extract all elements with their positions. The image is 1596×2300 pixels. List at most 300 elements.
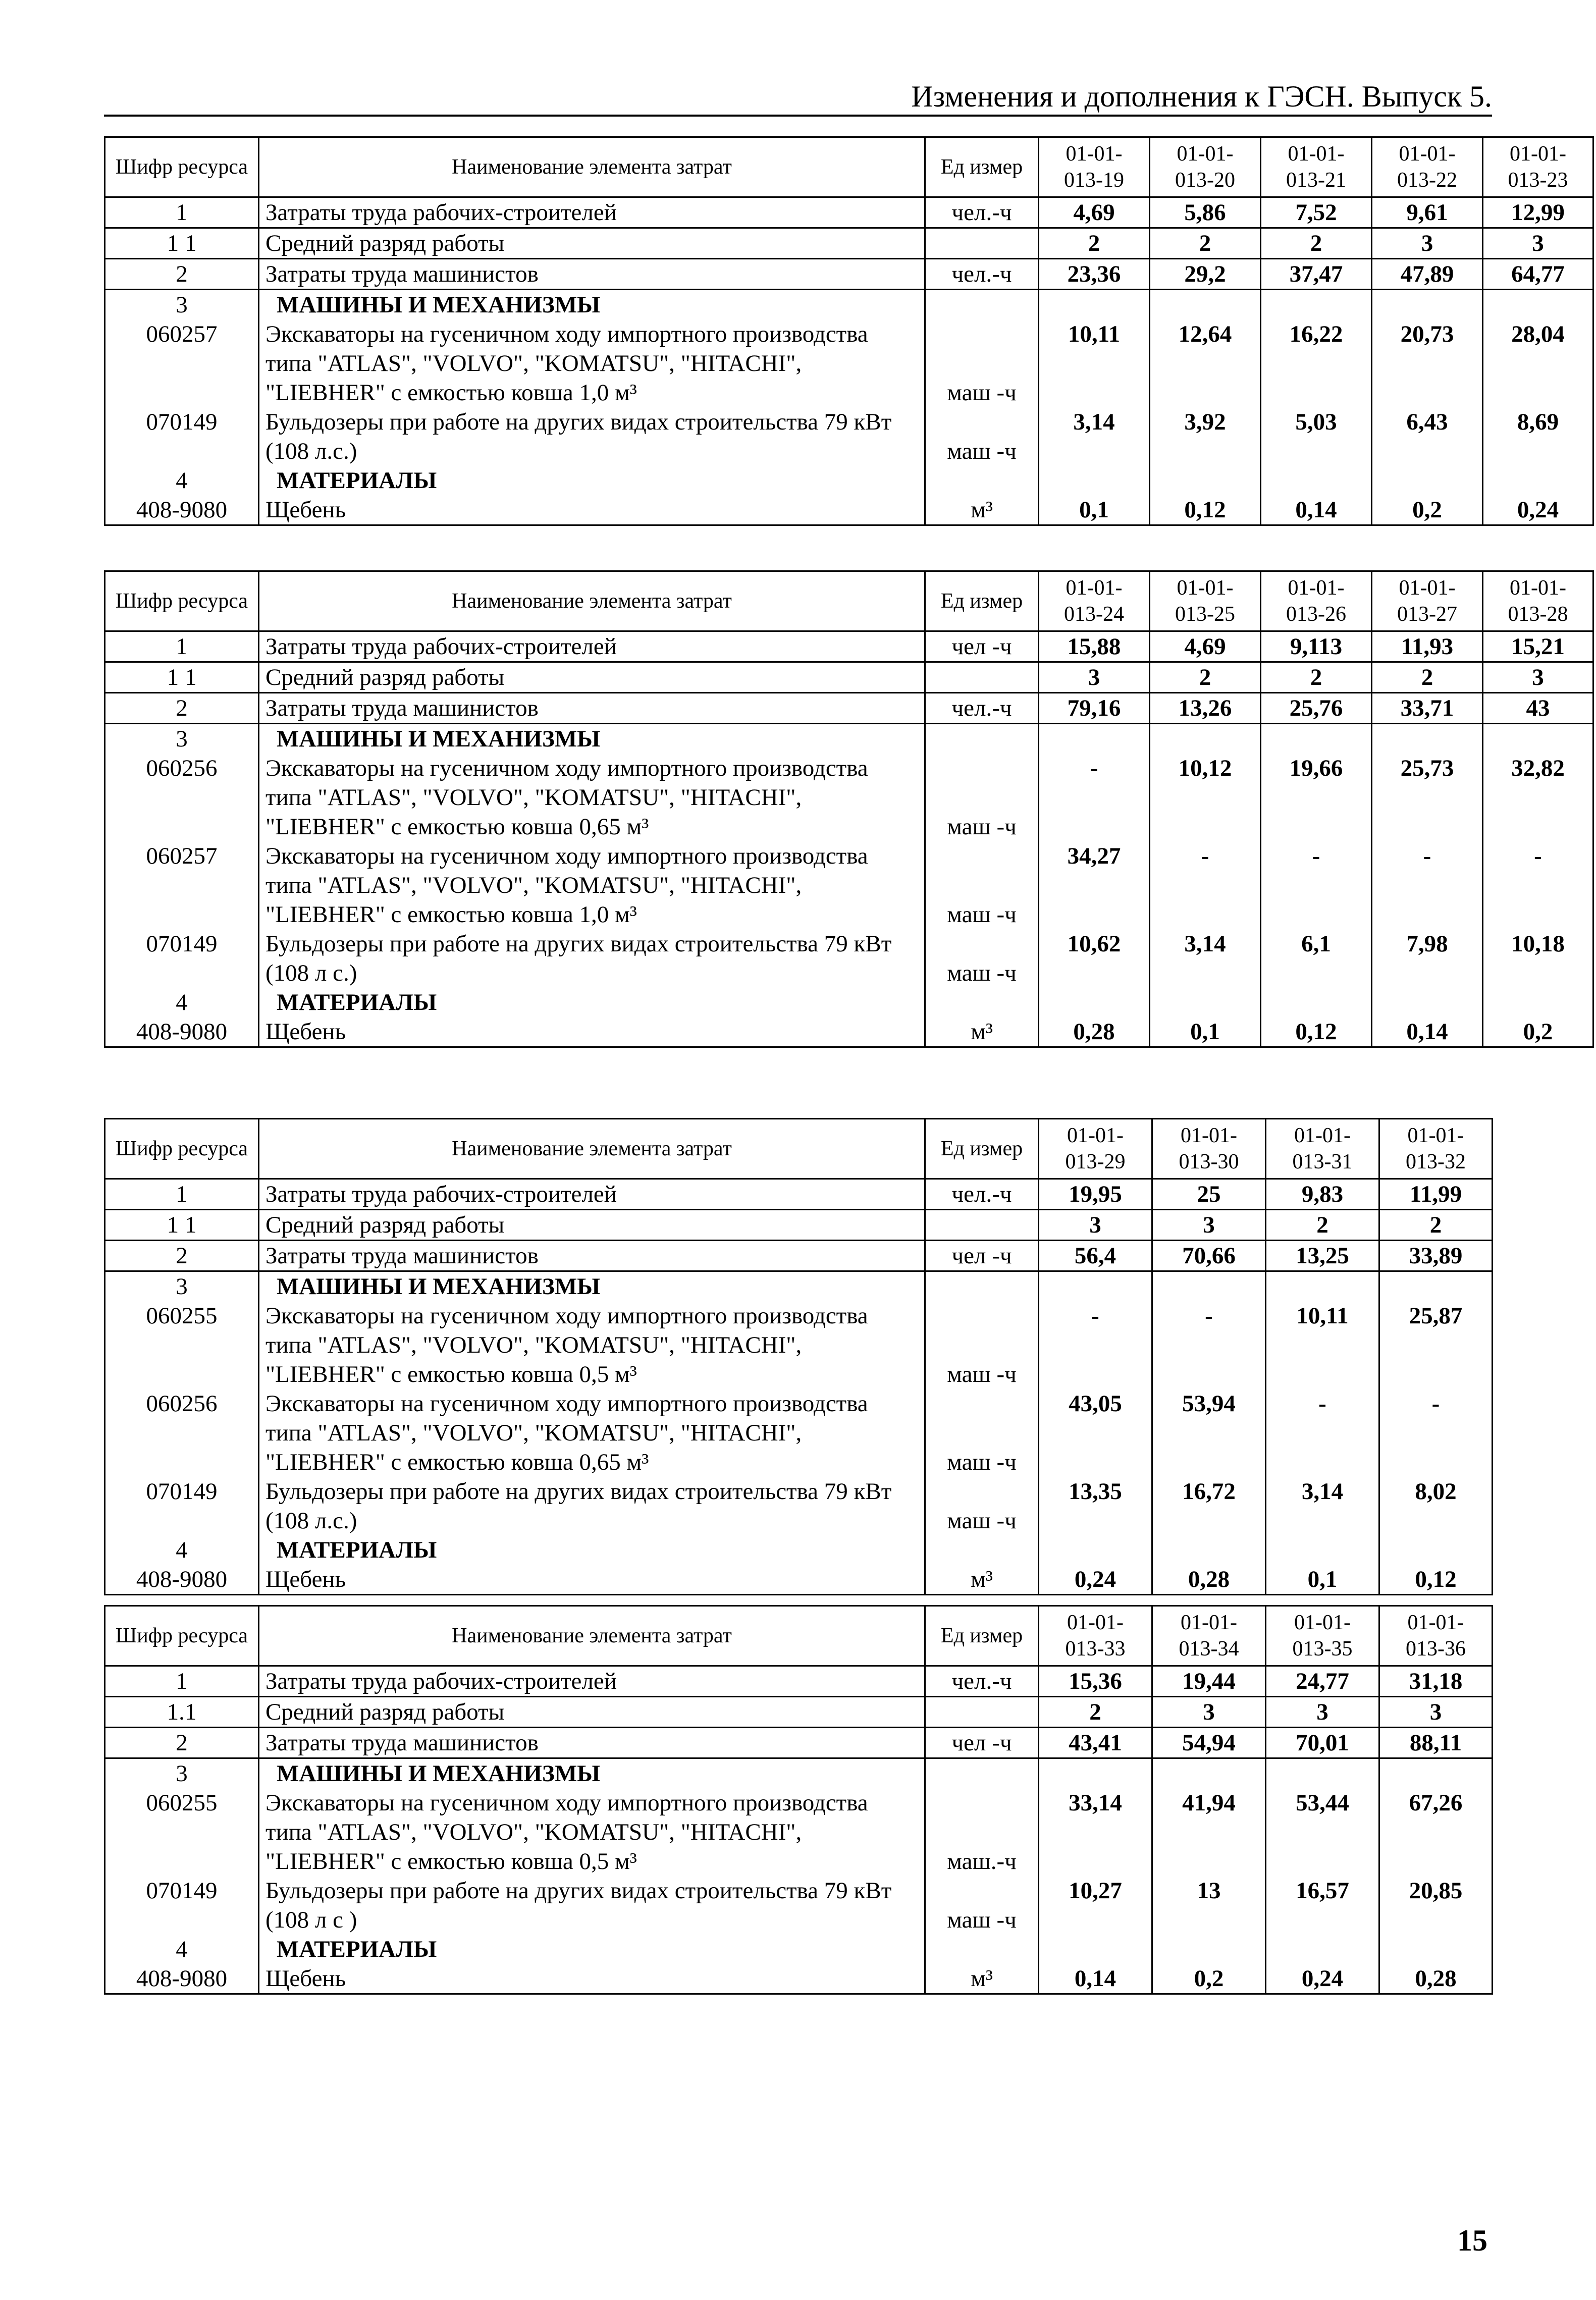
value-cell: 9,83 bbox=[1266, 1179, 1379, 1210]
value-cell bbox=[1379, 1535, 1493, 1565]
value-cell: 0,2 bbox=[1152, 1964, 1266, 1994]
resource-code-cell: 3 bbox=[105, 290, 259, 320]
cost-element-name-cell: Щебень bbox=[259, 1964, 925, 1994]
value-cell: 70,66 bbox=[1152, 1241, 1266, 1271]
value-cell: 0,24 bbox=[1483, 495, 1593, 525]
resource-code-cell: 408-9080 bbox=[105, 1565, 259, 1595]
value-cell: 3 bbox=[1039, 1210, 1152, 1241]
table-row bbox=[105, 929, 1593, 988]
value-cell: 2 bbox=[1372, 662, 1483, 693]
value-cell: 7,52 bbox=[1261, 197, 1372, 228]
cost-element-name-cell: Затраты труда машинистов bbox=[259, 1728, 925, 1758]
value-cell: 28,04 bbox=[1483, 319, 1593, 407]
value-cell: 16,57 bbox=[1266, 1876, 1379, 1935]
cost-element-name-cell: Затраты труда рабочих-строителей bbox=[259, 631, 925, 662]
unit-cell: чел -ч bbox=[925, 1241, 1039, 1271]
value-cell: 43,05 bbox=[1039, 1389, 1152, 1477]
cost-element-name-cell: Средний разряд работы bbox=[259, 662, 925, 693]
unit-cell: м³ bbox=[925, 1565, 1039, 1595]
value-cell: 3 bbox=[1152, 1210, 1266, 1241]
resource-table bbox=[104, 1605, 1493, 1995]
value-cell: 32,82 bbox=[1483, 754, 1593, 841]
value-cell: - bbox=[1266, 1389, 1379, 1477]
value-cell: 24,77 bbox=[1266, 1666, 1379, 1697]
value-cell bbox=[1152, 1758, 1266, 1789]
unit-cell bbox=[925, 1758, 1039, 1789]
cost-element-name-cell: Затраты труда машинистов bbox=[259, 693, 925, 724]
value-cell: 0,24 bbox=[1266, 1964, 1379, 1994]
norm-code-header: 01-01- 013-24 bbox=[1039, 571, 1150, 631]
value-cell: - bbox=[1379, 1389, 1493, 1477]
table-row bbox=[105, 197, 1593, 228]
value-cell: 11,93 bbox=[1372, 631, 1483, 662]
value-cell: 41,94 bbox=[1152, 1788, 1266, 1876]
value-cell: 5,03 bbox=[1261, 407, 1372, 466]
value-cell: 15,88 bbox=[1039, 631, 1150, 662]
value-cell: 34,27 bbox=[1039, 841, 1150, 929]
unit-cell: маш -ч bbox=[925, 754, 1039, 841]
cost-element-name-cell: Экскаваторы на гусеничном ходу импортного производства типа "ATLAS", "VOLVO", "KOMATSU", "HITACHI", "LIEBHER" с емкостью ковша 0,65 м³ bbox=[259, 754, 925, 841]
value-cell: 25,87 bbox=[1379, 1301, 1493, 1389]
unit-column-header: Ед измер bbox=[925, 1606, 1039, 1666]
value-cell: 25 bbox=[1152, 1179, 1266, 1210]
cost-element-name-cell: Бульдозеры при работе на других видах строительства 79 кВт (108 л.с.) bbox=[259, 1477, 925, 1535]
cost-element-name-cell: Бульдозеры при работе на других видах строительства 79 кВт (108 л.с.) bbox=[259, 407, 925, 466]
value-cell: 3,92 bbox=[1150, 407, 1261, 466]
name-column-header: Наименование элемента затрат bbox=[259, 1119, 925, 1179]
table-row bbox=[105, 466, 1593, 495]
value-cell bbox=[1039, 466, 1150, 495]
value-cell bbox=[1261, 724, 1372, 754]
value-cell: 12,99 bbox=[1483, 197, 1593, 228]
value-cell: 10,11 bbox=[1266, 1301, 1379, 1389]
resource-code-cell: 070149 bbox=[105, 407, 259, 466]
value-cell: 0,14 bbox=[1372, 1017, 1483, 1047]
value-cell: 13,35 bbox=[1039, 1477, 1152, 1535]
value-cell bbox=[1152, 1535, 1266, 1565]
value-cell bbox=[1483, 466, 1593, 495]
table-row bbox=[105, 1666, 1493, 1697]
unit-cell: чел -ч bbox=[925, 1728, 1039, 1758]
value-cell: 4,69 bbox=[1150, 631, 1261, 662]
norm-code-header: 01-01- 013-23 bbox=[1483, 137, 1593, 197]
cost-element-name-cell: Щебень bbox=[259, 1565, 925, 1595]
section-heading-cell: МАШИНЫ И МЕХАНИЗМЫ bbox=[259, 724, 925, 754]
value-cell bbox=[1261, 988, 1372, 1017]
unit-cell: м³ bbox=[925, 1017, 1039, 1047]
value-cell bbox=[1266, 1935, 1379, 1964]
value-cell: - bbox=[1261, 841, 1372, 929]
value-cell: 3,14 bbox=[1039, 407, 1150, 466]
value-cell: 13,26 bbox=[1150, 693, 1261, 724]
value-cell: 3 bbox=[1483, 228, 1593, 259]
unit-cell bbox=[925, 662, 1039, 693]
unit-cell bbox=[925, 1935, 1039, 1964]
value-cell: 0,28 bbox=[1152, 1565, 1266, 1595]
value-cell: 3 bbox=[1372, 228, 1483, 259]
resource-code-cell: 4 bbox=[105, 466, 259, 495]
value-cell: 15,36 bbox=[1039, 1666, 1152, 1697]
section-heading-cell: МАШИНЫ И МЕХАНИЗМЫ bbox=[259, 290, 925, 320]
code-column-header: Шифр ресурса bbox=[105, 137, 259, 197]
value-cell: - bbox=[1039, 1301, 1152, 1389]
table-row bbox=[105, 319, 1593, 407]
resource-code-cell: 408-9080 bbox=[105, 495, 259, 525]
value-cell: 0,1 bbox=[1266, 1565, 1379, 1595]
norm-code-header: 01-01- 013-25 bbox=[1150, 571, 1261, 631]
value-cell: 53,94 bbox=[1152, 1389, 1266, 1477]
value-cell bbox=[1039, 988, 1150, 1017]
value-cell: 5,86 bbox=[1150, 197, 1261, 228]
resource-code-cell: 060257 bbox=[105, 319, 259, 407]
value-cell: 53,44 bbox=[1266, 1788, 1379, 1876]
cost-element-name-cell: Экскаваторы на гусеничном ходу импортного производства типа "ATLAS", "VOLVO", "KOMATSU", "HITACHI", "LIEBHER" с емкостью ковша 1,0 м³ bbox=[259, 841, 925, 929]
unit-cell: чел -ч bbox=[925, 631, 1039, 662]
resource-code-cell: 3 bbox=[105, 1758, 259, 1789]
code-column-header: Шифр ресурса bbox=[105, 1119, 259, 1179]
unit-cell: маш -ч bbox=[925, 841, 1039, 929]
norm-code-header: 01-01- 013-33 bbox=[1039, 1606, 1152, 1666]
value-cell: 3,14 bbox=[1266, 1477, 1379, 1535]
value-cell: 31,18 bbox=[1379, 1666, 1493, 1697]
value-cell: 3 bbox=[1266, 1697, 1379, 1728]
table-row bbox=[105, 259, 1593, 290]
value-cell: 0,28 bbox=[1039, 1017, 1150, 1047]
value-cell: 70,01 bbox=[1266, 1728, 1379, 1758]
table-row bbox=[105, 1477, 1493, 1535]
table-row bbox=[105, 631, 1593, 662]
section-heading-cell: МАШИНЫ И МЕХАНИЗМЫ bbox=[259, 1271, 925, 1302]
unit-cell: чел.-ч bbox=[925, 693, 1039, 724]
unit-column-header: Ед измер bbox=[925, 137, 1039, 197]
table-row bbox=[105, 1788, 1493, 1876]
value-cell bbox=[1039, 290, 1150, 320]
table-row bbox=[105, 1964, 1493, 1994]
value-cell bbox=[1266, 1535, 1379, 1565]
cost-element-name-cell: Затраты труда рабочих-строителей bbox=[259, 197, 925, 228]
value-cell: 13 bbox=[1152, 1876, 1266, 1935]
value-cell: 64,77 bbox=[1483, 259, 1593, 290]
value-cell: 33,89 bbox=[1379, 1241, 1493, 1271]
norm-code-header: 01-01- 013-21 bbox=[1261, 137, 1372, 197]
value-cell: 0,14 bbox=[1039, 1964, 1152, 1994]
value-cell bbox=[1039, 1535, 1152, 1565]
value-cell: 25,73 bbox=[1372, 754, 1483, 841]
resource-code-cell: 408-9080 bbox=[105, 1964, 259, 1994]
unit-cell: маш -ч bbox=[925, 319, 1039, 407]
value-cell: 47,89 bbox=[1372, 259, 1483, 290]
resource-code-cell: 1 1 bbox=[105, 228, 259, 259]
value-cell: 16,22 bbox=[1261, 319, 1372, 407]
value-cell: 2 bbox=[1261, 228, 1372, 259]
value-cell: 23,36 bbox=[1039, 259, 1150, 290]
value-cell bbox=[1483, 290, 1593, 320]
value-cell: 3 bbox=[1379, 1697, 1493, 1728]
table-row bbox=[105, 1017, 1593, 1047]
resource-code-cell: 2 bbox=[105, 1728, 259, 1758]
value-cell bbox=[1372, 988, 1483, 1017]
table-row bbox=[105, 407, 1593, 466]
value-cell bbox=[1483, 724, 1593, 754]
value-cell: 33,71 bbox=[1372, 693, 1483, 724]
value-cell: 2 bbox=[1039, 1697, 1152, 1728]
value-cell: 54,94 bbox=[1152, 1728, 1266, 1758]
norm-code-header: 01-01- 013-30 bbox=[1152, 1119, 1266, 1179]
value-cell bbox=[1150, 466, 1261, 495]
value-cell: 2 bbox=[1261, 662, 1372, 693]
resource-code-cell: 060257 bbox=[105, 841, 259, 929]
value-cell bbox=[1150, 290, 1261, 320]
resource-code-cell: 070149 bbox=[105, 1876, 259, 1935]
table-row bbox=[105, 1697, 1493, 1728]
table-row bbox=[105, 1935, 1493, 1964]
resource-code-cell: 070149 bbox=[105, 1477, 259, 1535]
resource-code-cell: 408-9080 bbox=[105, 1017, 259, 1047]
value-cell bbox=[1372, 290, 1483, 320]
table-row bbox=[105, 662, 1593, 693]
value-cell: 12,64 bbox=[1150, 319, 1261, 407]
table-row bbox=[105, 1271, 1493, 1302]
unit-column-header: Ед измер bbox=[925, 571, 1039, 631]
table-row bbox=[105, 1876, 1493, 1935]
cost-element-name-cell: Затраты труда рабочих-строителей bbox=[259, 1179, 925, 1210]
cost-element-name-cell: Затраты труда машинистов bbox=[259, 1241, 925, 1271]
value-cell bbox=[1150, 724, 1261, 754]
resource-code-cell: 060255 bbox=[105, 1788, 259, 1876]
value-cell: 2 bbox=[1266, 1210, 1379, 1241]
table-row bbox=[105, 1389, 1493, 1477]
table-row bbox=[105, 1179, 1493, 1210]
table-row bbox=[105, 1758, 1493, 1789]
value-cell: 43,41 bbox=[1039, 1728, 1152, 1758]
name-column-header: Наименование элемента затрат bbox=[259, 1606, 925, 1666]
value-cell bbox=[1261, 466, 1372, 495]
table-row bbox=[105, 1301, 1493, 1389]
norm-code-header: 01-01- 013-31 bbox=[1266, 1119, 1379, 1179]
cost-element-name-cell: Щебень bbox=[259, 1017, 925, 1047]
resource-code-cell: 1 bbox=[105, 1179, 259, 1210]
table-row bbox=[105, 1210, 1493, 1241]
value-cell bbox=[1372, 724, 1483, 754]
value-cell: 19,95 bbox=[1039, 1179, 1152, 1210]
value-cell: 67,26 bbox=[1379, 1788, 1493, 1876]
value-cell: 0,1 bbox=[1150, 1017, 1261, 1047]
code-column-header: Шифр ресурса bbox=[105, 1606, 259, 1666]
value-cell bbox=[1483, 988, 1593, 1017]
cost-element-name-cell: Бульдозеры при работе на других видах строительства 79 кВт (108 л с.) bbox=[259, 929, 925, 988]
unit-cell bbox=[925, 228, 1039, 259]
value-cell: 3 bbox=[1039, 662, 1150, 693]
unit-cell bbox=[925, 1697, 1039, 1728]
value-cell: 88,11 bbox=[1379, 1728, 1493, 1758]
value-cell: 15,21 bbox=[1483, 631, 1593, 662]
value-cell bbox=[1039, 1271, 1152, 1302]
resource-code-cell: 060256 bbox=[105, 754, 259, 841]
value-cell: 3 bbox=[1483, 662, 1593, 693]
value-cell: 56,4 bbox=[1039, 1241, 1152, 1271]
norm-code-header: 01-01- 013-34 bbox=[1152, 1606, 1266, 1666]
table-row bbox=[105, 841, 1593, 929]
table-row bbox=[105, 495, 1593, 525]
value-cell: 29,2 bbox=[1150, 259, 1261, 290]
resource-code-cell: 1 bbox=[105, 1666, 259, 1697]
unit-cell: чел.-ч bbox=[925, 259, 1039, 290]
norm-code-header: 01-01- 013-20 bbox=[1150, 137, 1261, 197]
resource-code-cell: 4 bbox=[105, 988, 259, 1017]
section-heading-cell: МАТЕРИАЛЫ bbox=[259, 988, 925, 1017]
resource-code-cell: 060255 bbox=[105, 1301, 259, 1389]
cost-element-name-cell: Экскаваторы на гусеничном ходу импортного производства типа "ATLAS", "VOLVO", "KOMATSU", "HITACHI", "LIEBHER" с емкостью ковша 0,65 м³ bbox=[259, 1389, 925, 1477]
value-cell: 9,113 bbox=[1261, 631, 1372, 662]
cost-element-name-cell: Бульдозеры при работе на других видах строительства 79 кВт (108 л с ) bbox=[259, 1876, 925, 1935]
value-cell bbox=[1372, 466, 1483, 495]
resource-code-cell: 1 1 bbox=[105, 662, 259, 693]
value-cell: 20,85 bbox=[1379, 1876, 1493, 1935]
value-cell: 25,76 bbox=[1261, 693, 1372, 724]
unit-cell: маш -ч bbox=[925, 1477, 1039, 1535]
unit-cell: чел.-ч bbox=[925, 1179, 1039, 1210]
value-cell: 0,2 bbox=[1483, 1017, 1593, 1047]
cost-element-name-cell: Щебень bbox=[259, 495, 925, 525]
value-cell: 20,73 bbox=[1372, 319, 1483, 407]
value-cell bbox=[1266, 1271, 1379, 1302]
norm-code-header: 01-01- 013-29 bbox=[1039, 1119, 1152, 1179]
value-cell bbox=[1266, 1758, 1379, 1789]
cost-element-name-cell: Средний разряд работы bbox=[259, 228, 925, 259]
resource-code-cell: 060256 bbox=[105, 1389, 259, 1477]
value-cell: - bbox=[1152, 1301, 1266, 1389]
resource-code-cell: 2 bbox=[105, 1241, 259, 1271]
resource-code-cell: 2 bbox=[105, 259, 259, 290]
unit-cell: маш -ч bbox=[925, 929, 1039, 988]
unit-cell bbox=[925, 1535, 1039, 1565]
norm-code-header: 01-01- 013-28 bbox=[1483, 571, 1593, 631]
value-cell: 6,1 bbox=[1261, 929, 1372, 988]
table-row bbox=[105, 290, 1593, 320]
value-cell: 8,69 bbox=[1483, 407, 1593, 466]
resource-code-cell: 4 bbox=[105, 1535, 259, 1565]
unit-cell bbox=[925, 290, 1039, 320]
page-header bbox=[104, 78, 1492, 117]
value-cell: 0,12 bbox=[1150, 495, 1261, 525]
value-cell bbox=[1379, 1758, 1493, 1789]
table-row bbox=[105, 1565, 1493, 1595]
resource-code-cell: 4 bbox=[105, 1935, 259, 1964]
resource-table bbox=[104, 136, 1594, 526]
resource-code-cell: 070149 bbox=[105, 929, 259, 988]
resource-code-cell: 1 bbox=[105, 197, 259, 228]
unit-cell bbox=[925, 466, 1039, 495]
value-cell: 43 bbox=[1483, 693, 1593, 724]
value-cell: - bbox=[1150, 841, 1261, 929]
value-cell: 79,16 bbox=[1039, 693, 1150, 724]
cost-element-name-cell: Средний разряд работы bbox=[259, 1697, 925, 1728]
table-row bbox=[105, 988, 1593, 1017]
value-cell: 8,02 bbox=[1379, 1477, 1493, 1535]
value-cell bbox=[1039, 1758, 1152, 1789]
cost-element-name-cell: Затраты труда машинистов bbox=[259, 259, 925, 290]
cost-element-name-cell: Экскаваторы на гусеничном ходу импортного производства типа "ATLAS", "VOLVO", "KOMATSU", "HITACHI", "LIEBHER" с емкостью ковша 1,0 м³ bbox=[259, 319, 925, 407]
value-cell: 0,2 bbox=[1372, 495, 1483, 525]
norm-code-header: 01-01- 013-35 bbox=[1266, 1606, 1379, 1666]
resource-table bbox=[104, 570, 1594, 1048]
value-cell bbox=[1379, 1271, 1493, 1302]
resource-code-cell: 1.1 bbox=[105, 1697, 259, 1728]
value-cell: 11,99 bbox=[1379, 1179, 1493, 1210]
table-row bbox=[105, 1535, 1493, 1565]
page-number: 15 bbox=[1457, 2224, 1487, 2257]
value-cell: 37,47 bbox=[1261, 259, 1372, 290]
value-cell: 4,69 bbox=[1039, 197, 1150, 228]
unit-cell: чел.-ч bbox=[925, 197, 1039, 228]
value-cell bbox=[1039, 724, 1150, 754]
header-title: Изменения и дополнения к ГЭСН. Выпуск 5. bbox=[911, 80, 1492, 113]
unit-cell: чел.-ч bbox=[925, 1666, 1039, 1697]
unit-cell: маш -ч bbox=[925, 407, 1039, 466]
value-cell: 3,14 bbox=[1150, 929, 1261, 988]
value-cell: 33,14 bbox=[1039, 1788, 1152, 1876]
unit-cell: маш -ч bbox=[925, 1301, 1039, 1389]
table-row bbox=[105, 1241, 1493, 1271]
resource-code-cell: 1 bbox=[105, 631, 259, 662]
value-cell: 0,24 bbox=[1039, 1565, 1152, 1595]
value-cell bbox=[1379, 1935, 1493, 1964]
value-cell: 10,62 bbox=[1039, 929, 1150, 988]
unit-cell: м³ bbox=[925, 1964, 1039, 1994]
value-cell bbox=[1152, 1935, 1266, 1964]
norm-code-header: 01-01- 013-27 bbox=[1372, 571, 1483, 631]
value-cell: 7,98 bbox=[1372, 929, 1483, 988]
section-heading-cell: МАШИНЫ И МЕХАНИЗМЫ bbox=[259, 1758, 925, 1789]
section-heading-cell: МАТЕРИАЛЫ bbox=[259, 1935, 925, 1964]
value-cell: 19,44 bbox=[1152, 1666, 1266, 1697]
norm-code-header: 01-01- 013-26 bbox=[1261, 571, 1372, 631]
name-column-header: Наименование элемента затрат bbox=[259, 137, 925, 197]
unit-cell: маш -ч bbox=[925, 1389, 1039, 1477]
cost-element-name-cell: Экскаваторы на гусеничном ходу импортного производства типа "ATLAS", "VOLVO", "KOMATSU", "HITACHI", "LIEBHER" с емкостью ковша 0,5 м³ bbox=[259, 1301, 925, 1389]
unit-cell: маш.-ч bbox=[925, 1788, 1039, 1876]
code-column-header: Шифр ресурса bbox=[105, 571, 259, 631]
value-cell: 0,1 bbox=[1039, 495, 1150, 525]
section-heading-cell: МАТЕРИАЛЫ bbox=[259, 466, 925, 495]
value-cell: 2 bbox=[1150, 228, 1261, 259]
value-cell: 6,43 bbox=[1372, 407, 1483, 466]
unit-cell: маш -ч bbox=[925, 1876, 1039, 1935]
value-cell bbox=[1261, 290, 1372, 320]
value-cell: 2 bbox=[1379, 1210, 1493, 1241]
value-cell: 3 bbox=[1152, 1697, 1266, 1728]
table-row bbox=[105, 693, 1593, 724]
table-row bbox=[105, 228, 1593, 259]
value-cell: 2 bbox=[1039, 228, 1150, 259]
value-cell: - bbox=[1372, 841, 1483, 929]
value-cell: 0,28 bbox=[1379, 1964, 1493, 1994]
value-cell: - bbox=[1039, 754, 1150, 841]
resource-code-cell: 2 bbox=[105, 693, 259, 724]
norm-code-header: 01-01- 013-22 bbox=[1372, 137, 1483, 197]
value-cell: 10,11 bbox=[1039, 319, 1150, 407]
cost-element-name-cell: Средний разряд работы bbox=[259, 1210, 925, 1241]
unit-column-header: Ед измер bbox=[925, 1119, 1039, 1179]
norm-code-header: 01-01- 013-36 bbox=[1379, 1606, 1493, 1666]
table-row bbox=[105, 724, 1593, 754]
value-cell: 19,66 bbox=[1261, 754, 1372, 841]
value-cell: 0,12 bbox=[1379, 1565, 1493, 1595]
resource-table bbox=[104, 1118, 1493, 1595]
unit-cell bbox=[925, 1210, 1039, 1241]
unit-cell bbox=[925, 724, 1039, 754]
value-cell: - bbox=[1483, 841, 1593, 929]
